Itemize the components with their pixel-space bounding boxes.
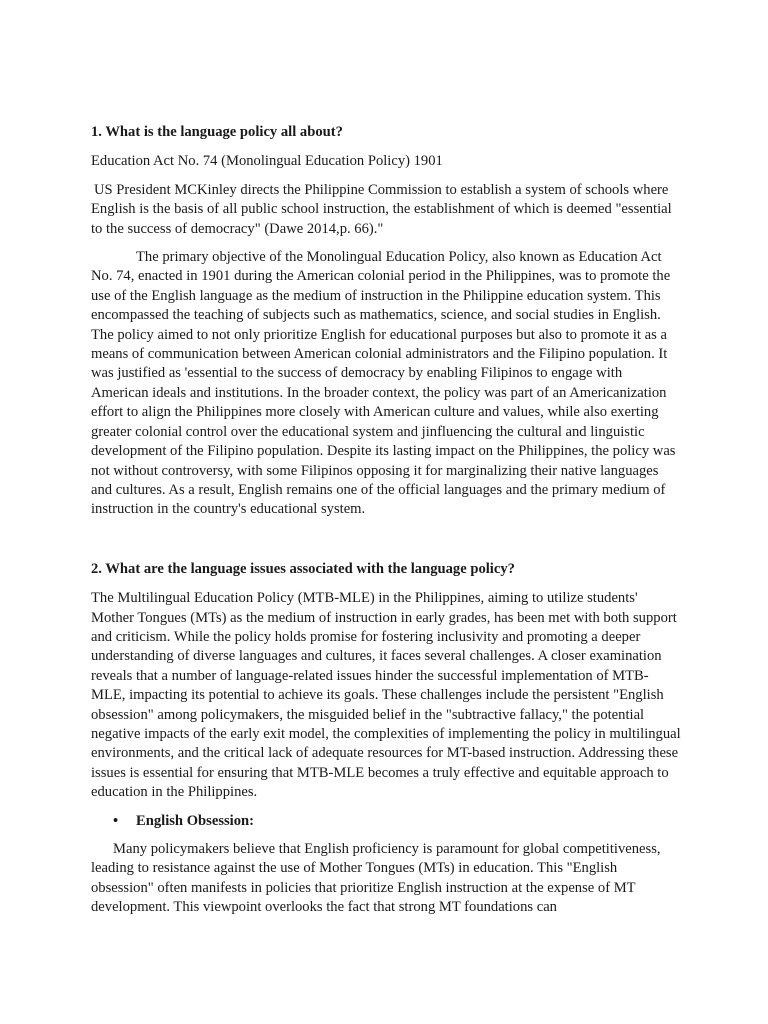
section-1-subtitle: Education Act No. 74 (Monolingual Education Policy) 1901	[91, 153, 443, 170]
section-2-body: The Multilingual Education Policy (MTB-MLE) in the Philippines, aiming to utilize students' Mother Tongues (MTs) as the medium of instruction in early grades, has been met with both support and criticism. While the policy holds promise for fostering inclusivity and promoting a deeper understanding of diverse languages and cultures, it faces several challenges. A closer examination reveals that a number of language-related issues hinder the successful implementation of MTB-MLE, impacting its potential to achieve its goals. These challenges include the persistent "English obsession" among policymakers, the misguided belief in the "subtractive fallacy," the potential negative impacts of the early exit model, the complexities of implementing the policy in multilingual environments, and the critical lack of adequate resources for MT-based instruction. Addressing these issues is essential for ensuring that MTB-MLE becomes a truly effective and equitable approach to education in the Philippines.	[91, 590, 681, 801]
section-1-quote: US President MCKinley directs the Philippine Commission to establish a system of schools where English is the basis of all public school instruction, the establishment of which is deemed "essential to the success of democracy" (Dawe 2014,p. 66)."	[91, 181, 672, 237]
section-divider-space	[91, 529, 681, 560]
section-1-body: The primary objective of the Monolingual Education Policy, also known as Education Act No. 74, enacted in 1901 during the American colonial period in the Philippines, was to promote the use of the English language as the medium of instruction in the Philippine education system. This encompassed the teaching of subjects such as mathematics, science, and social studies in English. The policy aimed to not only prioritize English for educational purposes but also to promote it as a means of communication between American colonial administrators and the Filipino population. It was justified as 'essential to the success of democracy by enabling Filipinos to engage with American ideals and institutions. In the broader context, the policy was part of an Americanization effort to align the Philippines more closely with American culture and values, while also exerting greater colonial control over the educational system and jinfluencing the cultural and linguistic development of the Filipino population. Despite its lasting impact on the Philippines, the policy was not without controversy, with some Filipinos opposing it for marginalizing their native languages and cultures. As a result, English remains one of the official languages and the primary medium of instruction in the country's educational system.	[91, 249, 676, 518]
bullet-dot-icon: •	[113, 812, 119, 829]
section-2-heading: 2. What are the language issues associated with the language policy?	[91, 560, 515, 577]
bullet-label: English Obsession:	[136, 812, 255, 829]
section-1-heading: 1. What is the language policy all about?	[91, 124, 343, 140]
bullet-english-obsession	[91, 812, 681, 831]
bullet-body: Many policymakers believe that English proficiency is paramount for global competitiveness, leading to resistance against the use of Mother Tongues (MTs) in education. This "English obsession" often manifests in policies that prioritize English instruction at the expense of MT development. This viewpoint overlooks the fact that strong MT foundations can	[91, 841, 661, 916]
document-page	[91, 123, 681, 927]
